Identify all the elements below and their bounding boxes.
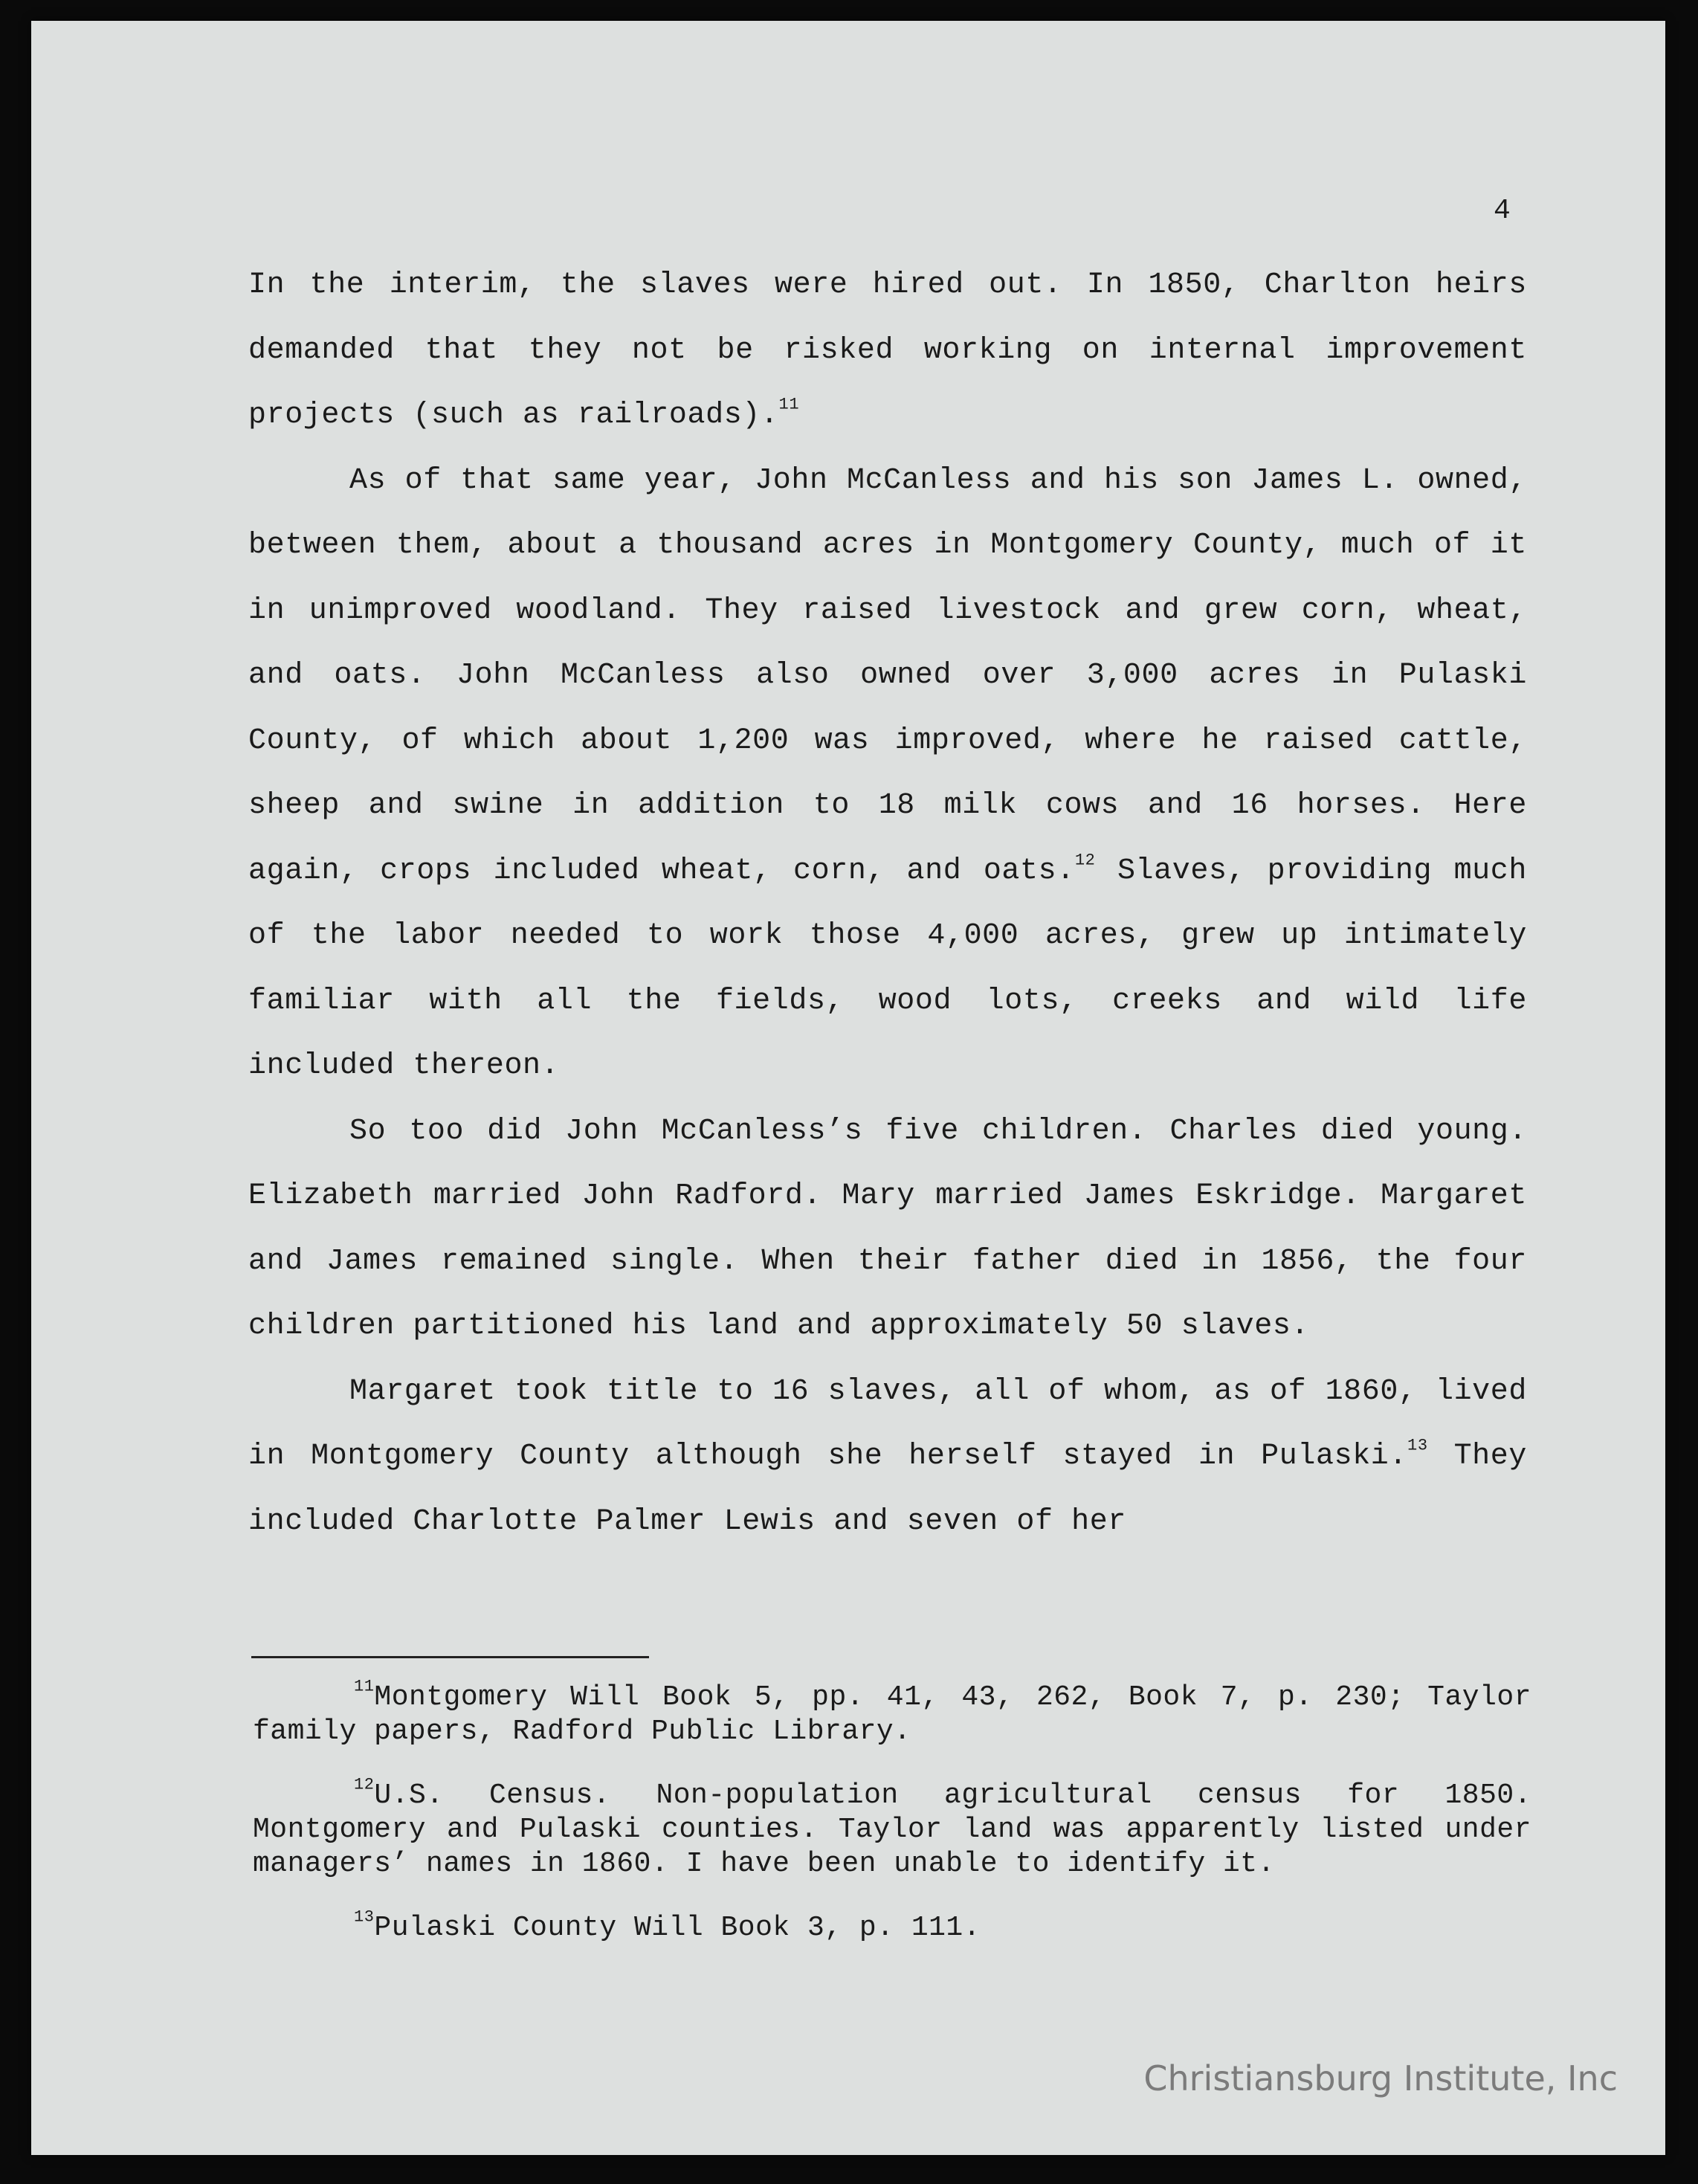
footnote: $^{11}$Montgomery Will Book 5, pp. 41, 43, 262, Book 7, p. 230; Taylor family papers, Radford Public Library. — [253, 1677, 1531, 1747]
footnotes — [253, 1677, 1531, 1975]
footnote-ref: 11 — [778, 395, 800, 414]
footnote: $^{12}$U.S. Census. Non-population agricultural census for 1850. Montgomery and Pulaski counties. Taylor land was apparently listed under managers’ names in 1860. I have been unable to identify it. — [253, 1775, 1531, 1880]
watermark: Christiansburg Institute, Inc — [1143, 2058, 1618, 2098]
footnote: $^{13}$Pulaski County Will Book 3, p. 111. — [354, 1907, 981, 1944]
footnote-ref: 13 — [1407, 1436, 1428, 1455]
paragraph: In the interim, the slaves were hired out. In 1850, Charlton heirs demanded that they not be risked working on internal improvement projects (such as railroads).$^{11}$ — [248, 268, 1527, 432]
footnote-divider — [251, 1656, 649, 1658]
page-number: 4 — [1494, 195, 1511, 227]
paragraph: Margaret took title to 16 slaves, all of whom, as of 1860, lived in Montgomery County although she herself stayed in Pulaski.$^{13}$ They included Charlotte Palmer Lewis and seven of her — [248, 1374, 1527, 1539]
body-text — [248, 253, 1527, 1554]
paragraph: So too did John McCanless’s five children. Charles died young. Elizabeth married John Radford. Mary married James Eskridge. Margaret and James remained single. When their father died in 1856, the four children partitioned his land and approximately 50 slaves. — [248, 1114, 1527, 1343]
paragraph: As of that same year, John McCanless and his son James L. owned, between them, about a thousand acres in Montgomery County, much of it in unimproved woodland. They raised livestock and grew corn, wheat, and oats. John McCanless also owned over 3,000 acres in Pulaski County, of which about 1,200 was improved, where he raised cattle, sheep and swine in addition to 18 milk cows and 16 horses. Here again, crops included wheat, corn, and oats.$^{12}$ Slaves, providing much of the labor needed to work those 4,000 acres, grew up intimately familiar with all the fields, wood lots, creeks and wild life included thereon. — [248, 463, 1527, 1083]
footnote-ref: 12 — [1074, 850, 1096, 869]
